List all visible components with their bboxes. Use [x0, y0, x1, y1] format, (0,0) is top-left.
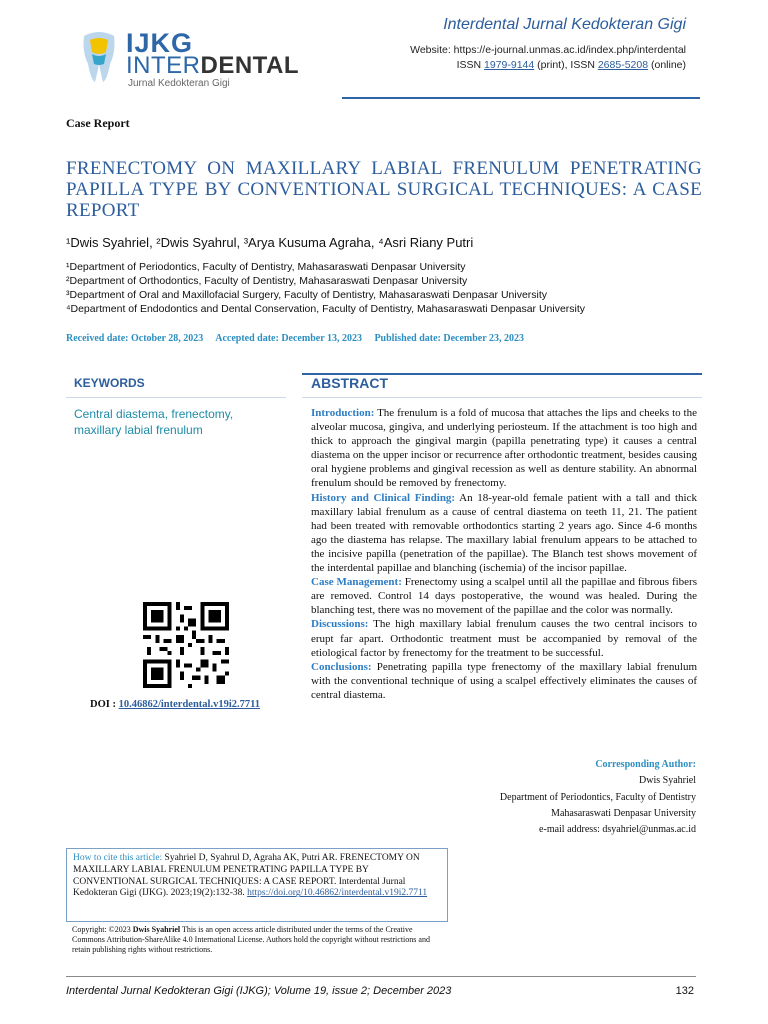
- affiliation-1: ¹Department of Periodontics, Faculty of Dentistry, Mahasaraswati Denpasar University: [66, 261, 466, 273]
- copyright-notice: [72, 925, 432, 955]
- doi-label: DOI :: [90, 699, 119, 710]
- doi-line: [90, 699, 260, 710]
- issn-online-link[interactable]: 2685-5208: [597, 59, 649, 71]
- journal-website: Website: https://e-journal.unmas.ac.id/index.php/interdental: [410, 44, 686, 56]
- abstract-text: Penetrating papilla type frenectomy of the maxillary labial frenulum with the conventional technique of using a scalpel effectively eliminates the causes of central diastema.: [311, 660, 697, 701]
- page-footer: [66, 985, 694, 997]
- qr-code-icon[interactable]: [143, 602, 229, 688]
- tooth-icon: [80, 30, 118, 84]
- abstract-label: Introduction:: [311, 407, 375, 419]
- citation-text: Syahriel D, Syahrul D, Agraha AK, Putri AR. FRENECTOMY ON MAXILLARY LABIAL FRENULUM PENETRATING PAPILLA TYPE BY CONVENTIONAL SURGICAL TECHNIQUES: A CASE REPORT. Interdental Jurnal Kedokteran Gigi (IJKG). 2023;19(2):132-38.: [73, 853, 420, 899]
- accepted-date: Accepted date: December 13, 2023: [215, 333, 362, 344]
- page-number: 132: [675, 985, 694, 997]
- corresponding-email[interactable]: e-mail address: dsyahriel@unmas.ac.id: [539, 824, 696, 836]
- abstract-history: [311, 491, 697, 576]
- journal-issn: [457, 59, 686, 71]
- issn-print-link[interactable]: 1979-9144: [484, 59, 535, 71]
- article-dates: [66, 333, 534, 344]
- corresponding-heading: Corresponding Author:: [595, 759, 696, 770]
- abstract-label: Conclusions:: [311, 660, 372, 673]
- corresponding-name: Dwis Syahriel: [639, 775, 696, 787]
- abstract-divider: [302, 397, 702, 398]
- citation-label: How to cite this article:: [73, 853, 163, 863]
- logo-ijkg-text: IJKG: [126, 28, 194, 58]
- article-title: FRENECTOMY ON MAXILLARY LABIAL FRENULUM PENETRATING PAPILLA TYPE BY CONVENTIONAL SURGICAL TECHNIQUES: A CASE REPORT: [66, 158, 702, 221]
- abstract-introduction: [311, 406, 697, 491]
- affiliation-2: ²Department of Orthodontics, Faculty of Dentistry, Mahasaraswati Denpasar University: [66, 275, 468, 287]
- abstract-label: History and Clinical Finding:: [311, 491, 456, 504]
- published-date: Published date: December 23, 2023: [374, 333, 524, 344]
- abstract-label: Case Management:: [311, 576, 402, 589]
- keywords-heading: KEYWORDS: [74, 376, 145, 390]
- citation-box: [66, 848, 448, 922]
- journal-title: Interdental Jurnal Kedokteran Gigi: [443, 16, 686, 33]
- abstract-discussions: [311, 617, 697, 659]
- corresponding-dept: Department of Periodontics, Faculty of Dentistry: [499, 791, 696, 803]
- abstract-text: Frenectomy using a scalpel until all the papillae and fibrous fibers are removed. Control 14 days postoperative, the wound was healed. During the blanching test, there was no movement of the papillae and the color was normally.: [311, 576, 697, 617]
- abstract-conclusions: [311, 660, 697, 702]
- abstract-text: The frenulum is a fold of mucosa that attaches the lips and cheeks to the alveolar mucosa, gingiva, and underlying periosteum. If the attachment is too high and thick to approach the gingival margin (papilla penetrating type) it causes a central diastema on the upper incisor or recurrence after orthodontic treatment, besides causing oral hygiene problems and gingival recession as well as denture stability. An abnormal frenulum should be removed by frenectomy.: [311, 407, 697, 490]
- logo-interdental-text: [126, 52, 299, 80]
- logo-subtitle: Jurnal Kedokteran Gigi: [128, 78, 230, 89]
- affiliation-4: ⁴Department of Endodontics and Dental Conservation, Faculty of Dentistry, Mahasaraswati Denpasar University: [66, 303, 586, 315]
- keywords-text: Central diastema, frenectomy, maxillary labial frenulum: [74, 407, 234, 437]
- abstract-case-management: [311, 575, 697, 617]
- abstract-text: An 18-year-old female patient with a tall and thick maxillary labial frenulum as a cause of central diastema on teeth 11, 21. The patient had been treated with removable orthodontics starting 2 years ago. Since 4-6 months ago the diastema has relapse. The maxillary labial frenulum appears to be attached to the incisive papilla (penetration of the papillae). The Blanch test shows movement of the interdental papillae and blanching (ischemia) of the incisor papillae.: [311, 491, 697, 575]
- copyright-prefix: Copyright: ©2023: [72, 925, 133, 934]
- keywords-divider: [66, 397, 286, 398]
- corresponding-author: [500, 757, 696, 838]
- copyright-holder: Dwis Syahriel: [132, 925, 181, 934]
- issn-prefix: ISSN: [456, 59, 485, 71]
- logo-dental: DENTAL: [200, 52, 300, 79]
- abstract-body: [311, 406, 697, 702]
- logo-inter: INTER: [126, 52, 201, 79]
- citation-link[interactable]: https://doi.org/10.46862/interdental.v19i2.7711: [247, 888, 428, 899]
- footer-rule: [66, 976, 696, 977]
- header-divider: [342, 97, 700, 99]
- affiliation-3: ³Department of Oral and Maxillofacial Surgery, Faculty of Dentistry, Mahasaraswati Denpasar University: [66, 289, 548, 301]
- footer-journal: Interdental Jurnal Kedokteran Gigi (IJKG); Volume 19, issue 2; December 2023: [66, 985, 452, 997]
- journal-logo: [74, 28, 304, 88]
- abstract-label: Discussions:: [311, 618, 369, 631]
- doi-link[interactable]: 10.46862/interdental.v19i2.7711: [118, 699, 261, 710]
- copyright-text: This is an open access article distributed under the terms of the Creative Commons Attribution-ShareAlike 4.0 International License. Authors hold the copyright without restrictions and retain publishing rights without restrictions.: [72, 925, 430, 954]
- abstract-text: The high maxillary labial frenulum causes the two central incisors to erupt far apart. Orthodontic treatment must be accompanied by removal of the etiological factor by frenectomy for the treatment to be successful.: [311, 618, 697, 659]
- corresponding-univ: Mahasaraswati Denpasar University: [551, 807, 696, 819]
- article-type: Case Report: [66, 116, 130, 130]
- abstract-heading: ABSTRACT: [311, 375, 388, 391]
- issn-suffix: (online): [648, 59, 686, 71]
- received-date: Received date: October 28, 2023: [66, 333, 204, 344]
- author-list: ¹Dwis Syahriel, ²Dwis Syahrul, ³Arya Kusuma Agraha, ⁴Asri Riany Putri: [66, 235, 474, 250]
- issn-mid: (print), ISSN: [534, 59, 598, 71]
